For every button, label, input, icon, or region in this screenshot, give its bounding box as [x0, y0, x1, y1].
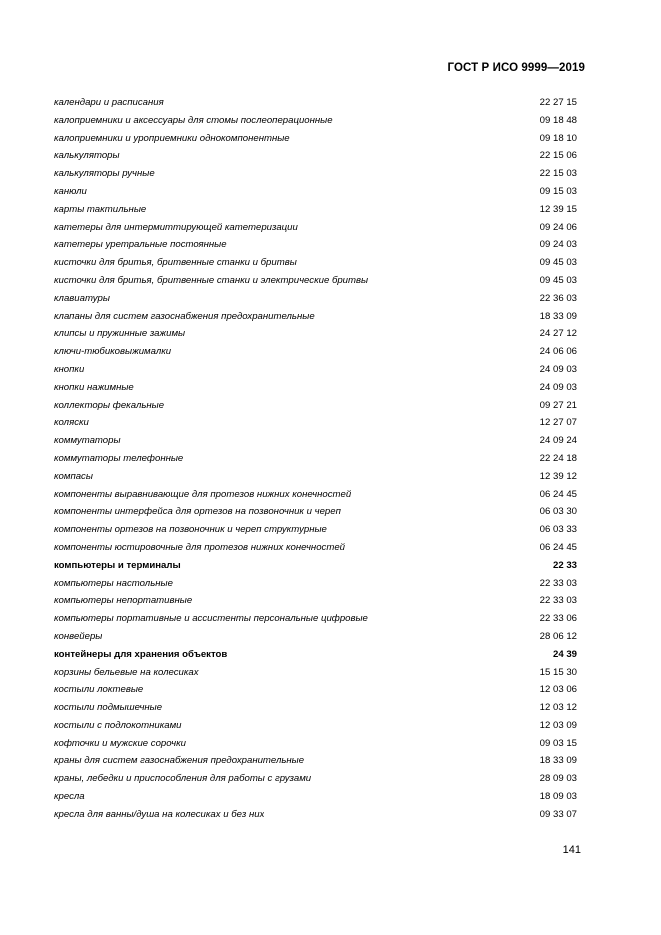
entry-code: 24 09 03	[539, 381, 577, 393]
entry-code: 22 33 03	[539, 595, 577, 607]
entry-term: костыли подмышечные	[54, 702, 163, 714]
index-entry	[54, 664, 577, 682]
entry-term: компоненты интерфейса для ортезов на позвоночник и череп	[54, 506, 341, 518]
entry-term: калькуляторы	[54, 150, 120, 162]
entry-code: 22 33 06	[539, 613, 577, 625]
index-entry	[54, 575, 577, 593]
entry-term: клапаны для систем газоснабжения предохранительные	[54, 310, 315, 322]
index-entry	[54, 770, 577, 788]
index-entry	[54, 290, 577, 308]
entry-term: компьютеры и терминалы	[54, 559, 181, 571]
index-entry	[54, 432, 577, 450]
index-entry	[54, 735, 577, 753]
index-entry	[54, 592, 577, 610]
entry-code: 24 27 12	[539, 328, 577, 340]
entry-term: контейнеры для хранения объектов	[54, 648, 228, 660]
index-entry	[54, 94, 577, 112]
entry-term: календари и расписания	[54, 97, 164, 108]
index-entry	[54, 752, 577, 770]
index-entry	[54, 450, 577, 468]
entry-code: 12 39 15	[539, 203, 577, 215]
entry-term: коммутаторы	[54, 435, 121, 447]
document-header: ГОСТ Р ИСО 9999—2019	[447, 62, 585, 74]
index-entry	[54, 183, 577, 201]
index-entry	[54, 147, 577, 165]
index-entry	[54, 788, 577, 806]
entry-code: 09 18 10	[539, 132, 577, 144]
entry-term: компоненты выравнивающие для протезов нижних конечностей	[54, 488, 352, 500]
entry-code: 22 27 15	[539, 97, 577, 108]
entry-term: компасы	[54, 470, 93, 482]
index-entry	[54, 325, 577, 343]
entry-code: 18 09 03	[539, 791, 577, 803]
index-entry	[54, 361, 577, 379]
index-entry	[54, 397, 577, 415]
entry-code: 09 24 03	[539, 239, 577, 251]
entry-term: карты тактильные	[54, 203, 147, 215]
entry-code: 15 15 30	[539, 666, 577, 678]
index-entry	[54, 468, 577, 486]
entry-term: коммутаторы телефонные	[54, 452, 184, 464]
entry-code: 09 24 06	[539, 221, 577, 233]
entry-code: 09 45 03	[539, 274, 577, 286]
entry-term: кнопки	[54, 363, 85, 375]
index-entry	[54, 610, 577, 628]
entry-term: компьютеры непортативные	[54, 595, 193, 607]
index-entry	[54, 414, 577, 432]
entry-code: 09 27 21	[539, 399, 577, 411]
entry-code: 06 24 45	[539, 488, 577, 500]
entry-code: 09 45 03	[539, 257, 577, 269]
entry-code: 18 33 09	[539, 310, 577, 322]
index-entry	[54, 521, 577, 539]
entry-code: 09 03 15	[539, 737, 577, 749]
entry-code: 22 33 03	[539, 577, 577, 589]
index-entry	[54, 254, 577, 272]
entry-code: 22 24 18	[539, 452, 577, 464]
entry-term: канюли	[54, 185, 87, 197]
entry-term: костыли с подлокотниками	[54, 719, 182, 731]
entry-term: компоненты ортезов на позвоночник и череп структурные	[54, 524, 327, 536]
index-entry	[54, 806, 577, 824]
index-entry	[54, 681, 577, 699]
entry-term: калоприемники и уроприемники однокомпонентные	[54, 132, 290, 144]
index-section-heading	[54, 646, 577, 664]
entry-code: 28 06 12	[539, 630, 577, 642]
entry-term: кофточки и мужские сорочки	[54, 737, 187, 749]
entry-code: 24 09 24	[539, 435, 577, 447]
entry-term: компьютеры настольные	[54, 577, 173, 589]
entry-code: 12 27 07	[539, 417, 577, 429]
entry-term: калькуляторы ручные	[54, 168, 155, 180]
page-number: 141	[562, 844, 581, 856]
index-entry	[54, 486, 577, 504]
index-entry	[54, 343, 577, 361]
index-entry	[54, 628, 577, 646]
entry-term: корзины бельевые на колесиках	[54, 666, 199, 678]
entry-term: катетеры для интермиттирующей катетеризации	[54, 221, 298, 233]
entry-code: 24 39	[552, 648, 577, 660]
entry-code: 06 03 30	[539, 506, 577, 518]
index-entry	[54, 717, 577, 735]
index-entry	[54, 379, 577, 397]
index-entry	[54, 112, 577, 130]
index-entry	[54, 219, 577, 237]
index-entry	[54, 130, 577, 148]
index-entry	[54, 699, 577, 717]
entry-code: 24 09 03	[539, 363, 577, 375]
entry-term: клавиатуры	[54, 292, 110, 304]
entry-term: коляски	[54, 417, 89, 429]
entry-code: 22 33	[552, 559, 577, 571]
entry-code: 12 39 12	[539, 470, 577, 482]
entry-code: 22 15 06	[539, 150, 577, 162]
index-entry	[54, 165, 577, 183]
entry-code: 09 15 03	[539, 185, 577, 197]
entry-term: кисточки для бритья, бритвенные станки и электрические бритвы	[54, 274, 369, 286]
entry-code: 09 33 07	[539, 808, 577, 820]
entry-term: костыли локтевые	[54, 684, 144, 696]
index-entry	[54, 201, 577, 219]
entry-code: 22 15 03	[539, 168, 577, 180]
entry-term: катетеры уретральные постоянные	[54, 239, 227, 251]
entry-term: краны для систем газоснабжения предохранительные	[54, 755, 305, 767]
entry-code: 22 36 03	[539, 292, 577, 304]
entry-code: 09 18 48	[539, 114, 577, 126]
index-entry	[54, 503, 577, 521]
entry-term: кнопки нажимные	[54, 381, 134, 393]
entry-code: 18 33 09	[539, 755, 577, 767]
entry-term: конвейеры	[54, 630, 103, 642]
entry-term: ключи-тюбиковыжималки	[54, 346, 172, 358]
entry-code: 28 09 03	[539, 773, 577, 785]
entry-term: компоненты юстировочные для протезов нижних конечностей	[54, 541, 345, 553]
entry-term: клипсы и пружинные зажимы	[54, 328, 186, 340]
entry-code: 12 03 12	[539, 702, 577, 714]
index-entry	[54, 236, 577, 254]
index-entry	[54, 539, 577, 557]
index-entry	[54, 308, 577, 326]
entry-code: 24 06 06	[539, 346, 577, 358]
entry-code: 06 24 45	[539, 541, 577, 553]
index-entry	[54, 272, 577, 290]
index-list	[54, 94, 577, 824]
entry-term: компьютеры портативные и ассистенты персональные цифровые	[54, 613, 368, 625]
entry-term: кресла	[54, 791, 85, 803]
entry-code: 12 03 09	[539, 719, 577, 731]
entry-code: 06 03 33	[539, 524, 577, 536]
entry-term: кресла для ванны/душа на колесиках и без них	[54, 808, 265, 820]
entry-term: коллекторы фекальные	[54, 399, 165, 411]
entry-code: 12 03 06	[539, 684, 577, 696]
entry-term: кисточки для бритья, бритвенные станки и бритвы	[54, 257, 297, 269]
entry-term: калоприемники и аксессуары для стомы послеоперационные	[54, 114, 333, 126]
entry-term: краны, лебедки и приспособления для работы с грузами	[54, 773, 312, 785]
index-section-heading	[54, 557, 577, 575]
